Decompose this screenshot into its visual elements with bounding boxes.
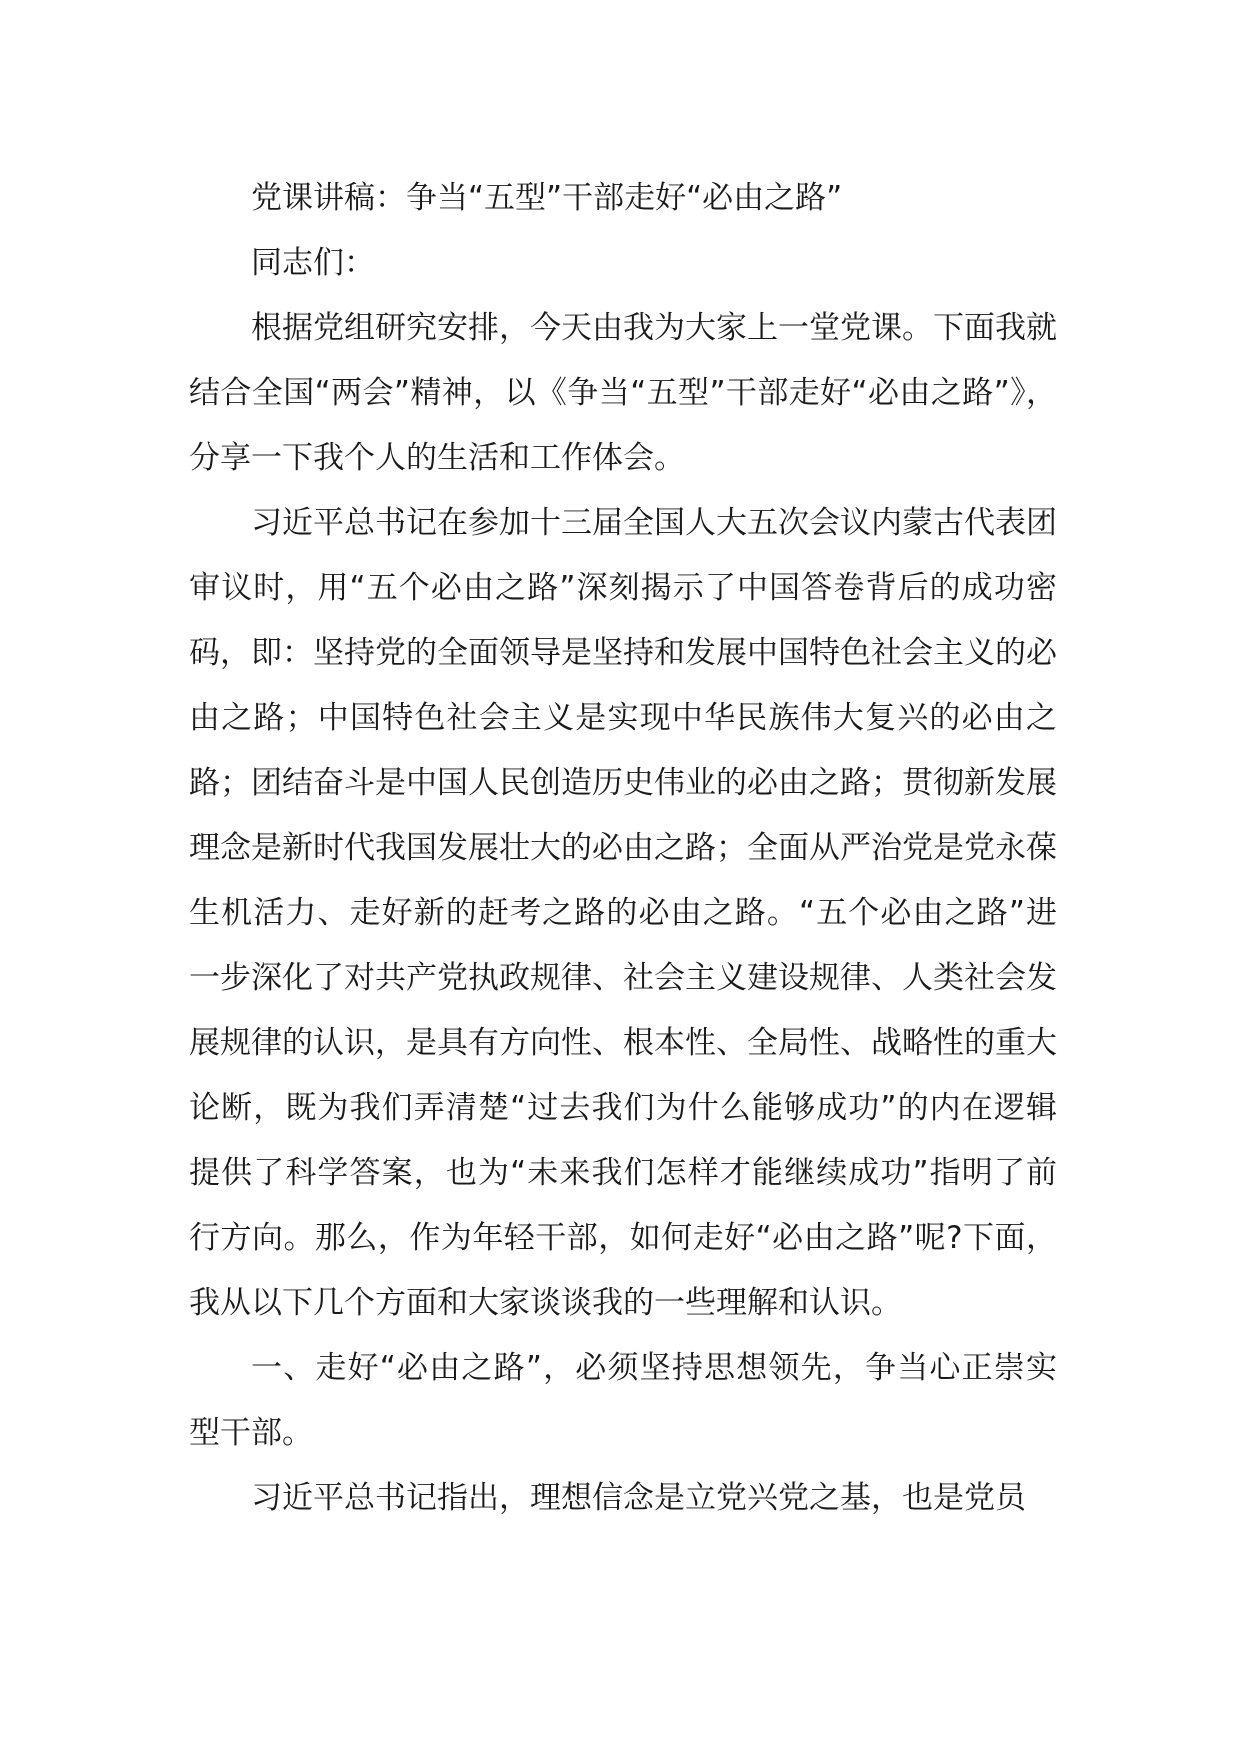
document-body xyxy=(189,166,1057,1531)
paragraph-intro: 根据党组研究安排，今天由我为大家上一堂党课。下面我就结合全国“两会”精神，以《争当“五型”干部走好“必由之路”》，分享一下我个人的生活和工作体会。 xyxy=(189,310,1057,476)
salutation: 同志们： xyxy=(251,245,375,281)
document-title: 党课讲稿：争当“五型”干部走好“必由之路” xyxy=(251,180,843,216)
section-heading-one: 一、走好“必由之路”，必须坚持思想领先，争当心正崇实型干部。 xyxy=(189,1350,1057,1451)
paragraph-five-paths: 习近平总书记在参加十三届全国人大五次会议内蒙古代表团审议时，用“五个必由之路”深刻揭示了中国答卷背后的成功密码，即：坚持党的全面领导是坚持和发展中国特色社会主义的必由之路；中国特色社会主义是实现中华民族伟大复兴的必由之路；团结奋斗是中国人民创造历史伟业的必由之路；贯彻新发展理念是新时代我国发展壮大的必由之路；全面从严治党是党永葆生机活力、走好新的赶考之路的必由之路。“五个必由之路”进一步深化了对共产党执政规律、社会主义建设规律、人类社会发展规律的认识，是具有方向性、根本性、全局性、战略性的重大论断，既为我们弄清楚“过去我们为什么能够成功”的内在逻辑提供了科学答案，也为“未来我们怎样才能继续成功”指明了前行方向。那么，作为年轻干部，如何走好“必由之路”呢?下面，我从以下几个方面和大家谈谈我的一些理解和认识。 xyxy=(189,505,1057,1321)
paragraph-ideals: 习近平总书记指出，理想信念是立党兴党之基，也是党员 xyxy=(251,1480,1026,1516)
